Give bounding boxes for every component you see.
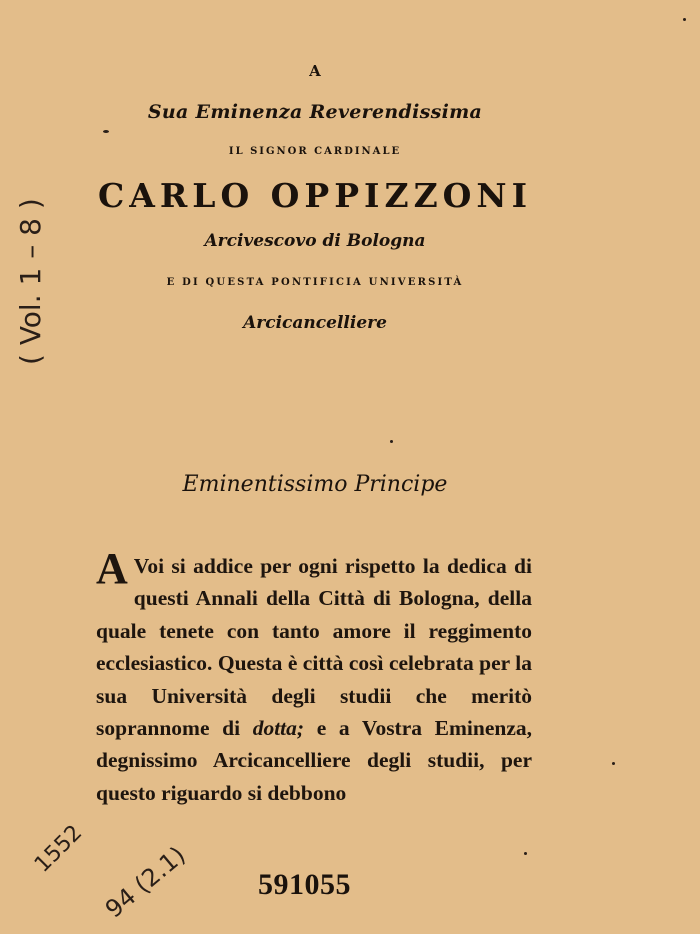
ink-speck xyxy=(103,130,109,133)
dedication-title-line: Sua Eminenza Reverendissima xyxy=(147,101,483,123)
dedicatee-name: CARLO OPPIZZONI xyxy=(97,176,533,215)
body-text-end: e a Vostra Eminenza, degnissimo Arcicancelliere degli studii, per questo riguardo si debbono xyxy=(96,716,532,805)
body-text-start: Voi si addice per ogni rispetto la dedica di questi Annali della Città di Bologna, della quale tenete con tanto amore il reggimento ecclesiastico. Questa è città così celebrata per la sua Università degli studii che meritò soprannome di xyxy=(96,554,532,741)
dedication-rank-line: IL SIGNOR CARDINALE xyxy=(228,146,402,157)
dedication-office-line: Arcivescovo di Bologna xyxy=(204,231,426,251)
body-emphasis: dotta; xyxy=(252,716,305,741)
catalog-number: 591055 xyxy=(258,868,351,901)
ink-speck xyxy=(390,440,393,443)
drop-cap: A xyxy=(96,544,128,593)
handwritten-shelfmark: 1552 xyxy=(30,820,88,878)
ink-speck xyxy=(683,18,686,21)
handwritten-shelfmark-secondary: 94 (2.1) xyxy=(100,840,191,924)
body-paragraph xyxy=(96,544,532,809)
dedication-role-line: Arcicancelliere xyxy=(243,313,387,333)
ink-speck xyxy=(612,762,615,765)
dedication-preposition: A xyxy=(309,62,321,80)
ink-speck xyxy=(524,852,527,855)
dedication-university-line: E DI QUESTA PONTIFICIA UNIVERSITÀ xyxy=(166,277,464,288)
handwritten-volume-note: ( Vol. 1 – 8 ) xyxy=(14,198,47,365)
salutation: Eminentissimo Principe xyxy=(182,472,448,497)
